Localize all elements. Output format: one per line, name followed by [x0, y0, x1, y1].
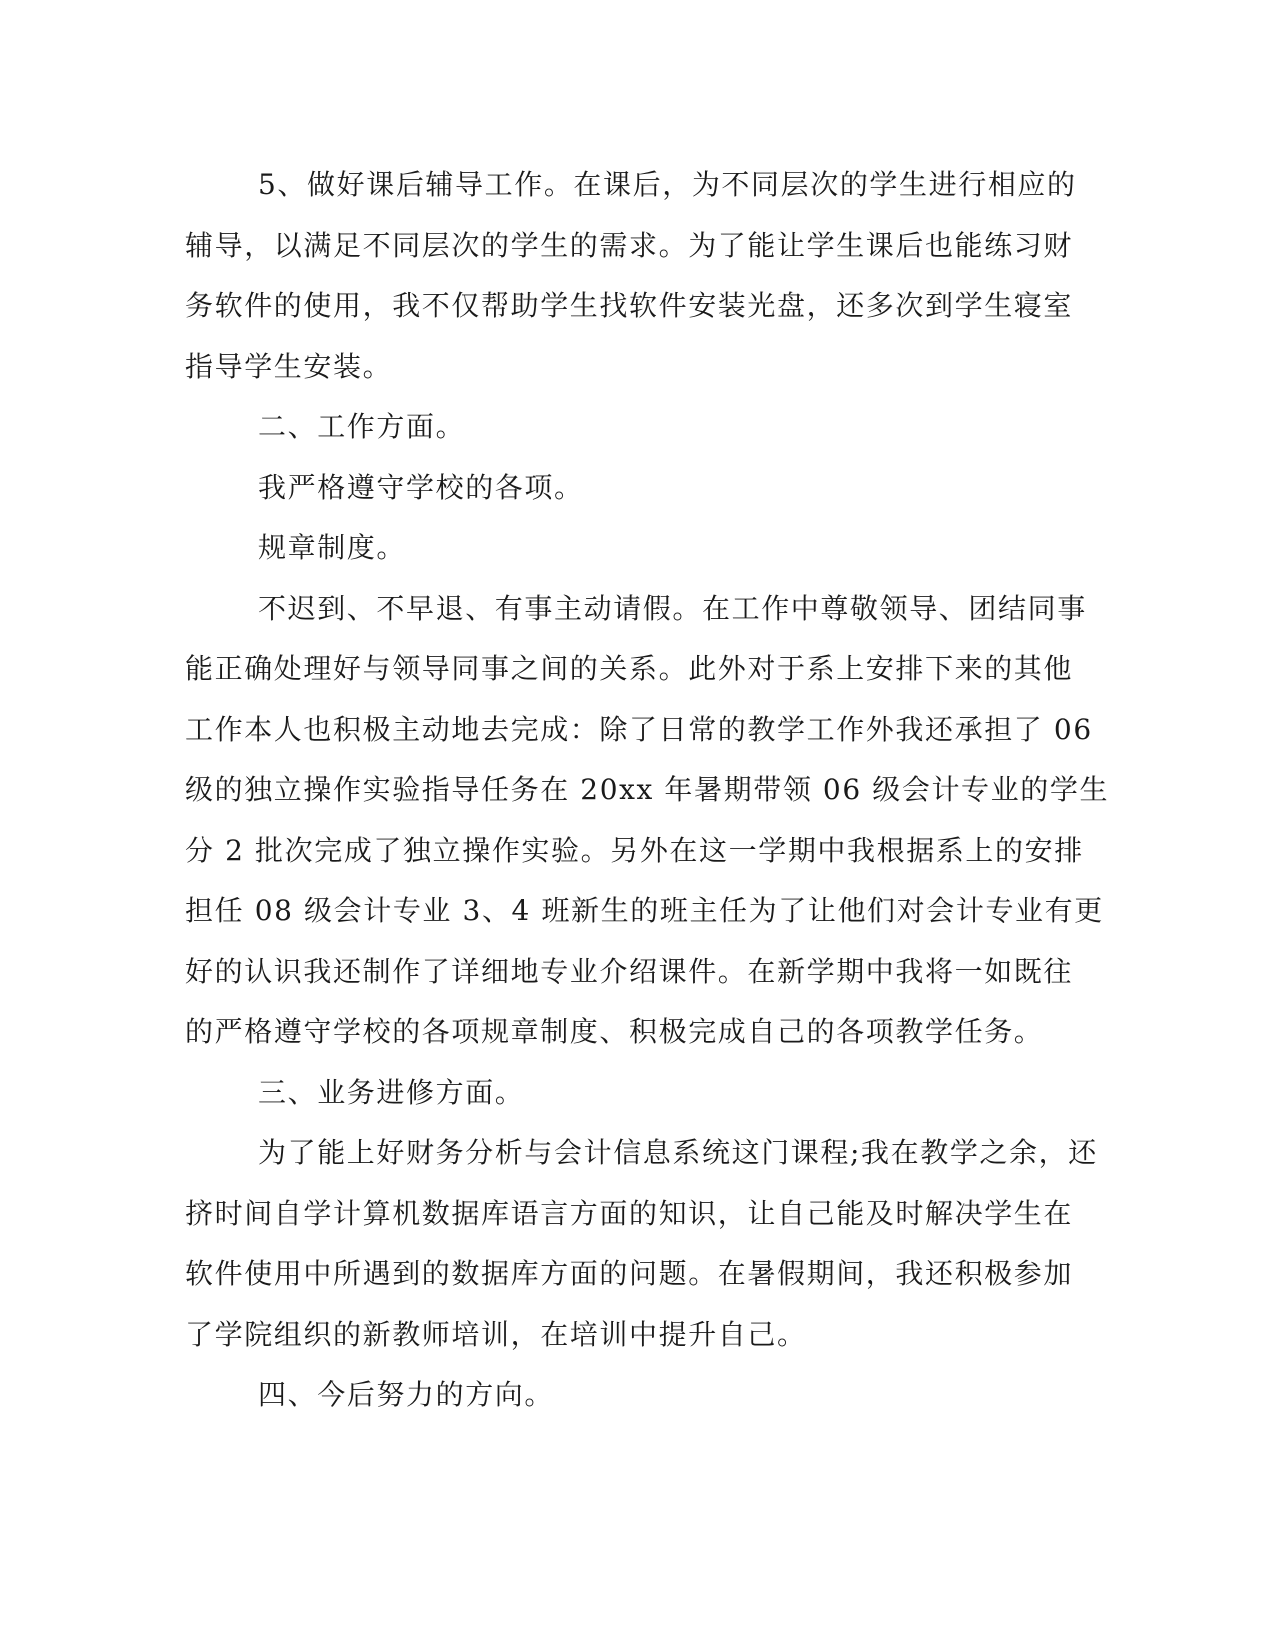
paragraph-line: 辅导，以满足不同层次的学生的需求。为了能让学生课后也能练习财	[185, 228, 1074, 262]
paragraph-line: 指导学生安装。	[185, 349, 393, 383]
paragraph-line: 的严格遵守学校的各项规章制度、积极完成自己的各项教学任务。	[185, 1015, 1044, 1048]
paragraph-line: 能正确处理好与领导同事之间的关系。此外对于系上安排下来的其他	[185, 652, 1074, 685]
paragraph-line: 工作本人也积极主动地去完成：除了日常的教学工作外我还承担了 06	[185, 712, 1093, 746]
document-page	[185, 155, 1110, 1426]
paragraph-line: 好的认识我还制作了详细地专业介绍课件。在新学期中我将一如既往	[185, 954, 1074, 988]
section-heading: 四、今后努力的方向。	[258, 1378, 555, 1411]
paragraph-line: 不迟到、不早退、有事主动请假。在工作中尊敬领导、团结同事	[258, 591, 1087, 625]
paragraph-line: 软件使用中所遇到的数据库方面的问题。在暑假期间，我还积极参加	[185, 1257, 1074, 1290]
section-heading: 二、工作方面。	[258, 410, 466, 443]
paragraph-line: 级的独立操作实验指导任务在 20xx 年暑期带领 06 级会计专业的学生	[185, 773, 1110, 806]
paragraph-line: 了学院组织的新教师培训，在培训中提升自己。	[185, 1317, 807, 1351]
section-heading: 三、业务进修方面。	[258, 1075, 525, 1109]
paragraph-line: 为了能上好财务分析与会计信息系统这门课程;我在教学之余，还	[258, 1136, 1098, 1169]
paragraph-line: 挤时间自学计算机数据库语言方面的知识，让自己能及时解决学生在	[185, 1196, 1074, 1230]
paragraph-line: 5、做好课后辅导工作。在课后，为不同层次的学生进行相应的	[258, 168, 1077, 201]
paragraph-line: 分 2 批次完成了独立操作实验。另外在这一学期中我根据系上的安排	[185, 833, 1084, 867]
paragraph-line: 务软件的使用，我不仅帮助学生找软件安装光盘，还多次到学生寝室	[185, 289, 1074, 322]
paragraph-line: 担任 08 级会计专业 3、4 班新生的班主任为了让他们对会计专业有更	[185, 894, 1104, 927]
paragraph-line: 规章制度。	[258, 531, 407, 564]
paragraph-line: 我严格遵守学校的各项。	[258, 470, 584, 504]
